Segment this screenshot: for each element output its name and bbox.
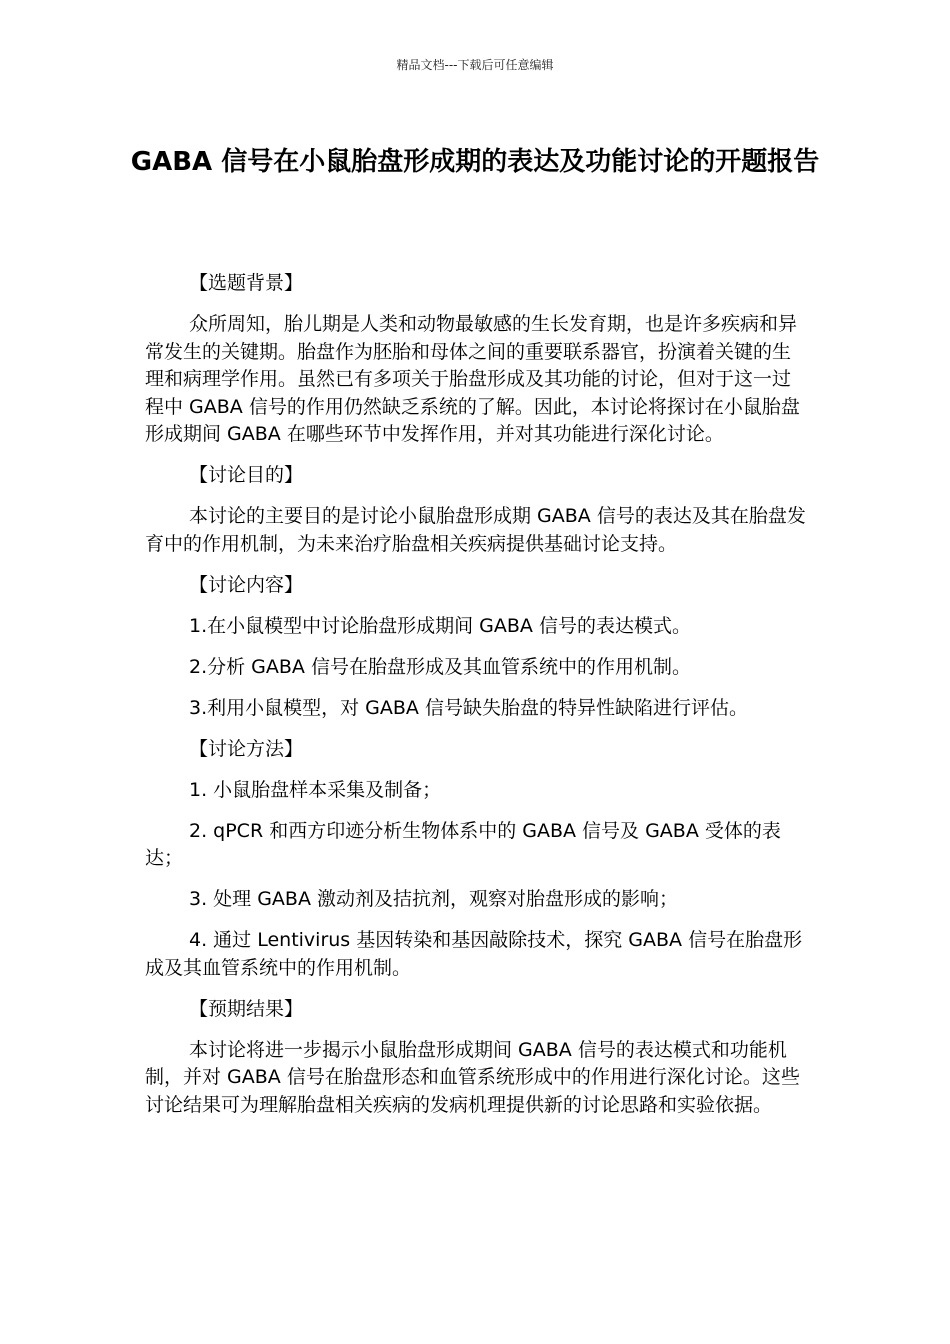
list-item-content-2: 2.分析 GABA 信号在胎盘形成及其血管系统中的作用机制。 xyxy=(189,655,691,678)
section-heading-methods: 【讨论方法】 xyxy=(189,737,304,760)
section-heading-purpose: 【讨论目的】 xyxy=(189,464,304,486)
list-item-content-1: 1.在小鼠模型中讨论胎盘形成期间 GABA 信号的表达模式。 xyxy=(189,614,691,637)
list-item-method-3: 3. 处理 GABA 激动剂及拮抗剂，观察对胎盘形成的影响； xyxy=(189,888,679,910)
list-item-content-3: 3.利用小鼠模型，对 GABA 信号缺失胎盘的特异性缺陷进行评估。 xyxy=(189,696,748,719)
list-item-method-2: 2. qPCR 和西方印迹分析生物体系中的 GABA 信号及 GABA 受体的表达； xyxy=(145,819,781,869)
document-body xyxy=(145,270,809,1133)
section-heading-results: 【预期结果】 xyxy=(189,997,304,1020)
section-heading-content: 【讨论内容】 xyxy=(189,573,304,596)
list-item-method-4: 4. 通过 Lentivirus 基因转染和基因敲除技术，探究 GABA 信号在胎盘形成及其血管系统中的作用机制。 xyxy=(145,929,803,979)
paragraph-purpose: 本讨论的主要目的是讨论小鼠胎盘形成期 GABA 信号的表达及其在胎盘发育中的作用机制，为未来治疗胎盘相关疾病提供基础讨论支持。 xyxy=(145,505,806,555)
page-title: GABA 信号在小鼠胎盘形成期的表达及功能讨论的开题报告 xyxy=(130,147,820,177)
list-item-method-1: 1. 小鼠胎盘样本采集及制备； xyxy=(189,778,442,801)
paragraph-background: 众所周知，胎儿期是人类和动物最敏感的生长发育期，也是许多疾病和异常发生的关键期。胎盘作为胚胎和母体之间的重要联系器官，扮演着关键的生理和病理学作用。虽然已有多项关于胎盘形成及其功能的讨论，但对于这一过程中 GABA 信号的作用仍然缺乏系统的了解。因此，本讨论将探讨在小鼠胎盘形成期间 GABA 在哪些环节中发挥作用，并对其功能进行深化讨论。 xyxy=(145,313,800,445)
paragraph-results: 本讨论将进一步揭示小鼠胎盘形成期间 GABA 信号的表达模式和功能机制，并对 GABA 信号在胎盘形态和血管系统形成中的作用进行深化讨论。这些讨论结果可为理解胎盘相关疾病的发病机理提供新的讨论思路和实验依据。 xyxy=(145,1038,800,1116)
section-heading-background: 【选题背景】 xyxy=(189,272,304,294)
page-header: 精品文档---下载后可任意编辑 xyxy=(396,58,554,72)
